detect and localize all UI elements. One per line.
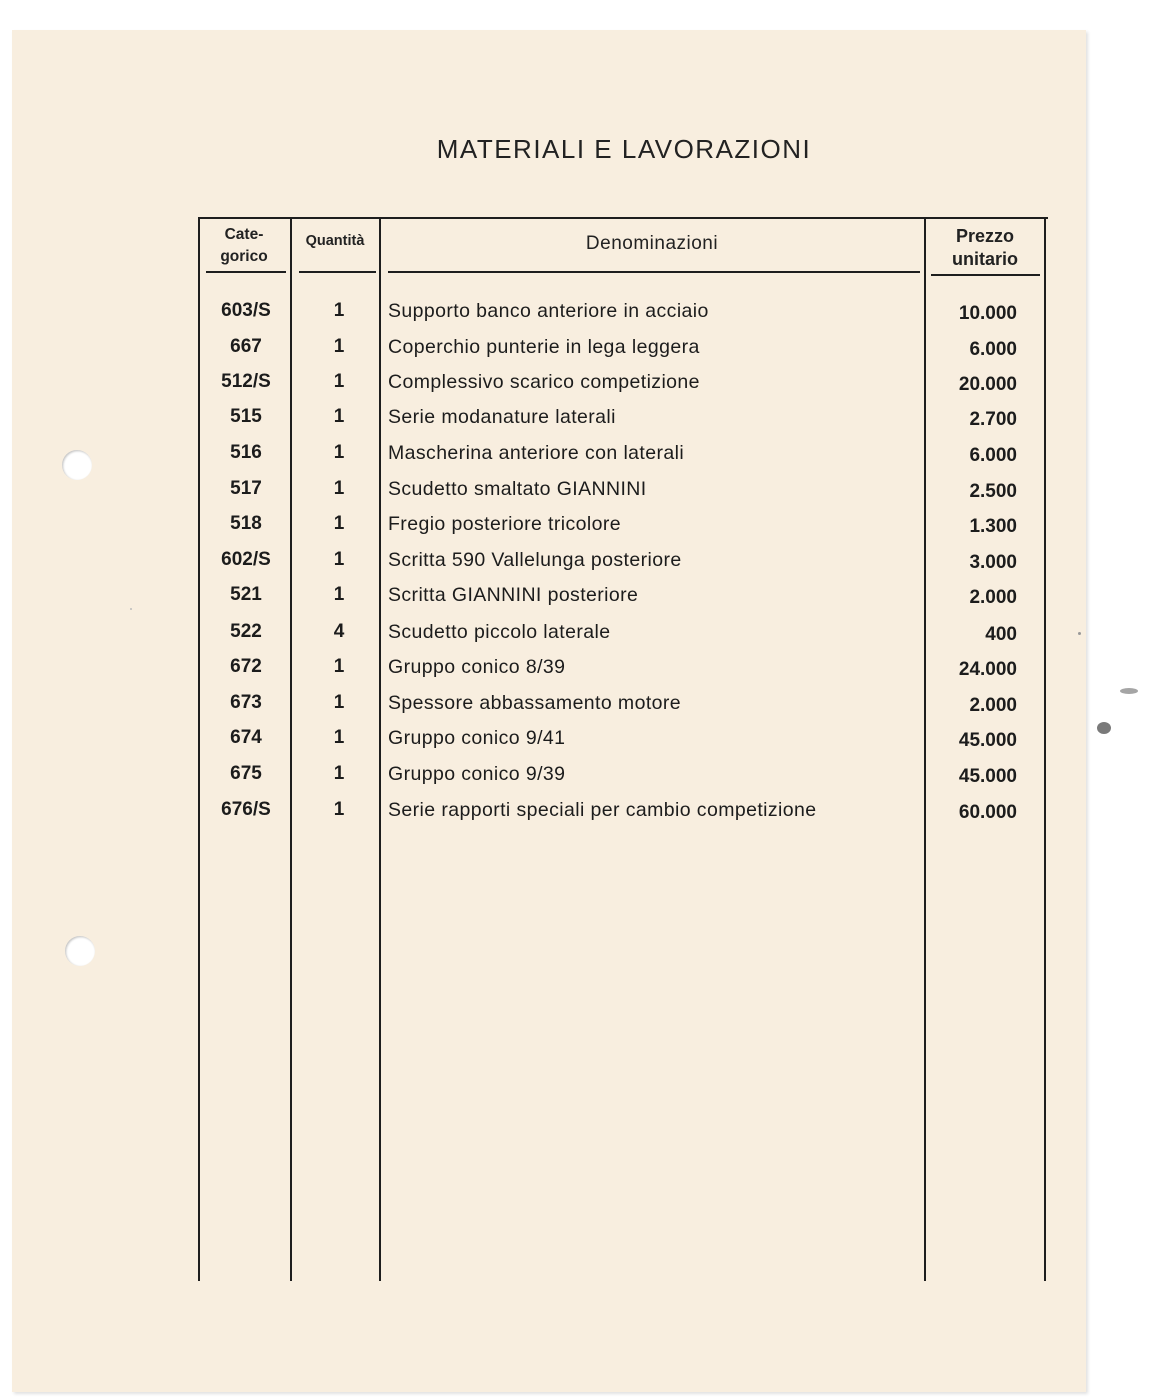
unit-price: 45.000 [958, 730, 1017, 751]
column-divider [924, 218, 926, 1281]
category-code: 522 [230, 621, 262, 642]
quantity: 1 [333, 371, 345, 392]
unit-price: 6.000 [969, 339, 1017, 360]
header-prezzo-line2: unitario [952, 249, 1018, 269]
header-categorico-line2: gorico [220, 248, 268, 265]
unit-price: 2.700 [969, 409, 1017, 430]
scan-mark [1120, 688, 1138, 694]
description: Serie rapporti speciali per cambio competizione [388, 799, 817, 821]
quantity: 1 [333, 584, 345, 605]
header-denominazioni: Denominazioni [585, 233, 719, 254]
paper-speck [1078, 632, 1081, 635]
scan-mark [1097, 722, 1111, 734]
punch-hole [65, 936, 95, 966]
header-underline [206, 271, 286, 273]
document-page [12, 30, 1086, 1392]
unit-price: 3.000 [969, 552, 1017, 573]
header-underline [388, 271, 920, 273]
unit-price: 10.000 [958, 303, 1017, 324]
quantity: 1 [333, 799, 345, 820]
category-code: 673 [230, 692, 262, 713]
unit-price: 2.000 [969, 695, 1017, 716]
description: Gruppo conico 8/39 [388, 656, 566, 678]
unit-price: 20.000 [958, 374, 1017, 395]
quantity: 1 [333, 406, 345, 427]
unit-price: 6.000 [969, 445, 1017, 466]
header-prezzo-line1: Prezzo [955, 226, 1015, 246]
category-code: 516 [230, 442, 262, 463]
quantity: 1 [333, 513, 345, 534]
unit-price: 400 [985, 624, 1017, 645]
description: Coperchio punterie in lega leggera [388, 336, 700, 358]
category-code: 518 [230, 513, 262, 534]
category-code: 667 [230, 336, 262, 357]
header-quantita: Quantità [305, 233, 365, 249]
description: Spessore abbassamento motore [388, 692, 682, 714]
quantity: 4 [333, 621, 345, 642]
unit-price: 24.000 [958, 659, 1017, 680]
category-code: 521 [230, 584, 262, 605]
quantity: 1 [333, 692, 345, 713]
punch-hole [62, 450, 92, 480]
unit-price: 2.500 [969, 481, 1017, 502]
header-categorico-line1: Cate- [224, 226, 264, 243]
column-divider [1044, 218, 1046, 1281]
description: Fregio posteriore tricolore [388, 513, 621, 535]
header-prezzo-unitario [925, 225, 1045, 271]
page-title: MATERIALI E LAVORAZIONI [436, 134, 812, 164]
table-top-rule [198, 217, 1048, 219]
header-underline [931, 274, 1040, 276]
paper-speck [130, 608, 132, 610]
description: Scudetto smaltato GIANNINI [388, 478, 647, 500]
quantity: 1 [333, 763, 345, 784]
description: Scritta 590 Vallelunga posteriore [388, 549, 682, 571]
category-code: 676/S [221, 799, 271, 820]
description: Gruppo conico 9/39 [388, 763, 566, 785]
unit-price: 45.000 [958, 766, 1017, 787]
description: Supporto banco anteriore in acciaio [388, 300, 709, 322]
quantity: 1 [333, 656, 345, 677]
quantity: 1 [333, 549, 345, 570]
quantity: 1 [333, 300, 345, 321]
unit-price: 60.000 [958, 802, 1017, 823]
description: Gruppo conico 9/41 [388, 727, 566, 749]
category-code: 602/S [221, 549, 271, 570]
header-categorico [198, 224, 290, 268]
quantity: 1 [333, 442, 345, 463]
category-code: 675 [230, 763, 262, 784]
quantity: 1 [333, 727, 345, 748]
description: Complessivo scarico competizione [388, 371, 700, 393]
description: Serie modanature laterali [388, 406, 616, 428]
unit-price: 1.300 [969, 516, 1017, 537]
category-code: 515 [230, 406, 262, 427]
category-code: 672 [230, 656, 262, 677]
description: Mascherina anteriore con laterali [388, 442, 685, 464]
category-code: 603/S [221, 300, 271, 321]
category-code: 517 [230, 478, 262, 499]
unit-price: 2.000 [969, 587, 1017, 608]
category-code: 512/S [221, 371, 271, 392]
header-underline [299, 271, 376, 273]
quantity: 1 [333, 336, 345, 357]
description: Scritta GIANNINI posteriore [388, 584, 639, 606]
description: Scudetto piccolo laterale [388, 621, 611, 643]
quantity: 1 [333, 478, 345, 499]
category-code: 674 [230, 727, 262, 748]
